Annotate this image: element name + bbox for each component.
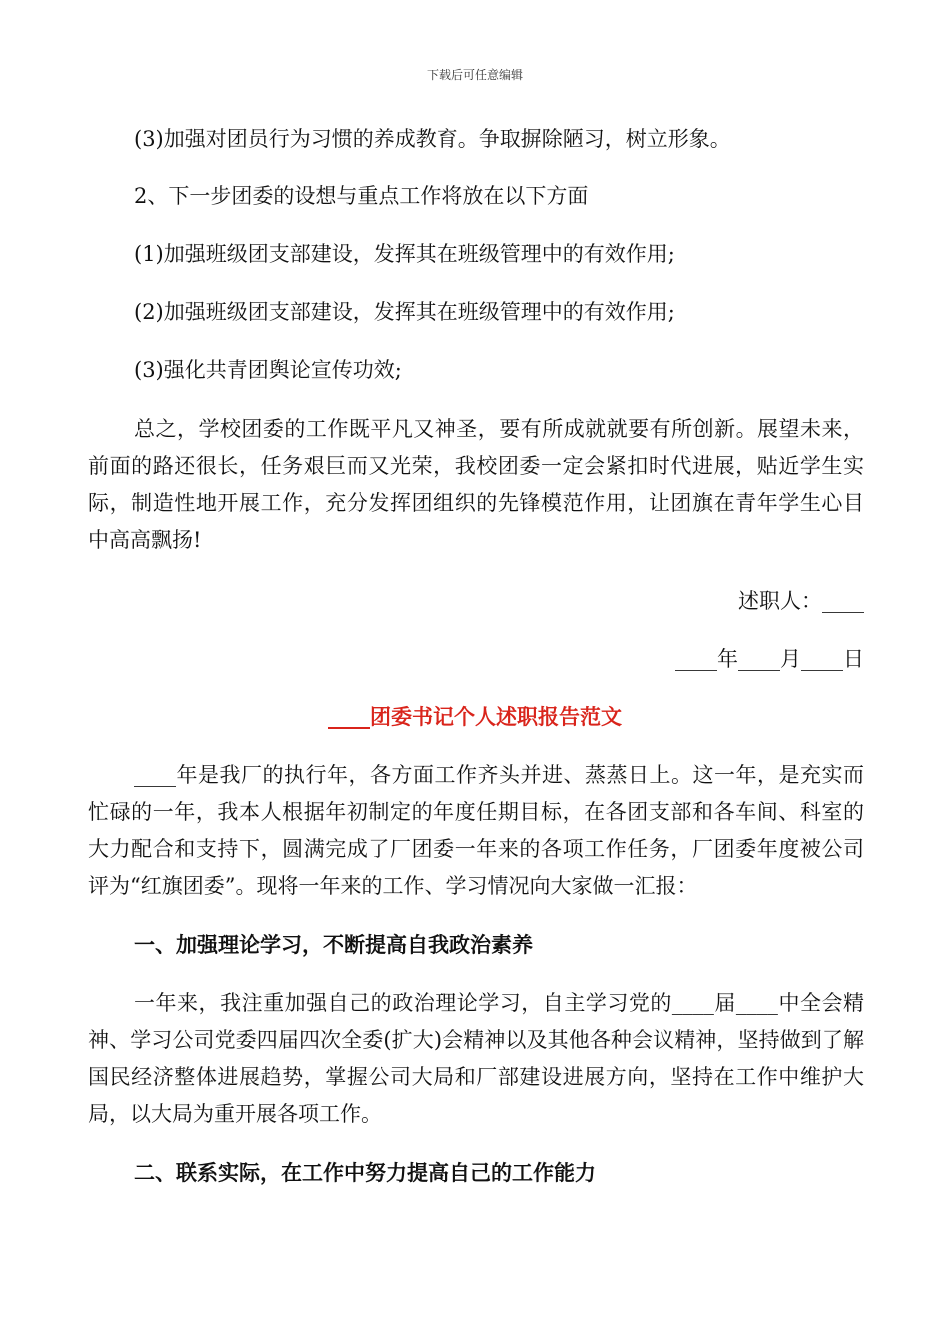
list-item-behavior-education: (3)加强对团员行为习惯的养成教育。争取摒除陋习，树立形象。 <box>134 127 731 151</box>
theory-study-paragraph: 一年来，我注重加强自己的政治理论学习，自主学习党的____届____中全会精神、学习公司党委四届四次全委(扩大)会精神以及其他各种会议精神，坚持做到了解国民经济整体进展趋势，掌握公司大局和厂部建设进展方向，坚持在工作中维护大局，以大局为重开展各项工作。 <box>88 991 864 1126</box>
article-title: ____团委书记个人述职报告范文 <box>328 704 622 729</box>
section-heading-theory-study: 一、加强理论学习，不断提高自我政治素养 <box>134 932 533 957</box>
intro-paragraph: ____年是我厂的执行年，各方面工作齐头并进、蒸蒸日上。这一年，是充实而忙碌的一年，我本人根据年初制定的年度任期目标，在各团支部和各车间、科室的大力配合和支持下，圆满完成了厂团委一年来的各项工作任务，厂团委年度被公司评为“红旗团委”。现将一年来的工作、学习情况向大家做一汇报： <box>88 763 864 898</box>
list-item-plan-1: (1)加强班级团支部建设，发挥其在班级管理中的有效作用; <box>134 242 675 266</box>
signature-line: 述职人：____ <box>738 589 864 613</box>
section-heading-work-ability: 二、联系实际，在工作中努力提高自己的工作能力 <box>134 1160 596 1185</box>
section-heading-next-steps: 2、下一步团委的设想与重点工作将放在以下方面 <box>134 184 589 208</box>
page-header-note: 下载后可任意编辑 <box>426 68 523 82</box>
list-item-plan-2: (2)加强班级团支部建设，发挥其在班级管理中的有效作用; <box>134 300 675 324</box>
date-line: ____年____月____日 <box>675 647 864 671</box>
list-item-plan-3: (3)强化共青团舆论宣传功效; <box>134 358 402 382</box>
summary-paragraph: 总之，学校团委的工作既平凡又神圣，要有所成就就要有所创新。展望未来，前面的路还很长，任务艰巨而又光荣，我校团委一定会紧扣时代进展，贴近学生实际，制造性地开展工作，充分发挥团组织的先锋模范作用，让团旗在青年学生心目中高高飘扬! <box>88 417 864 552</box>
